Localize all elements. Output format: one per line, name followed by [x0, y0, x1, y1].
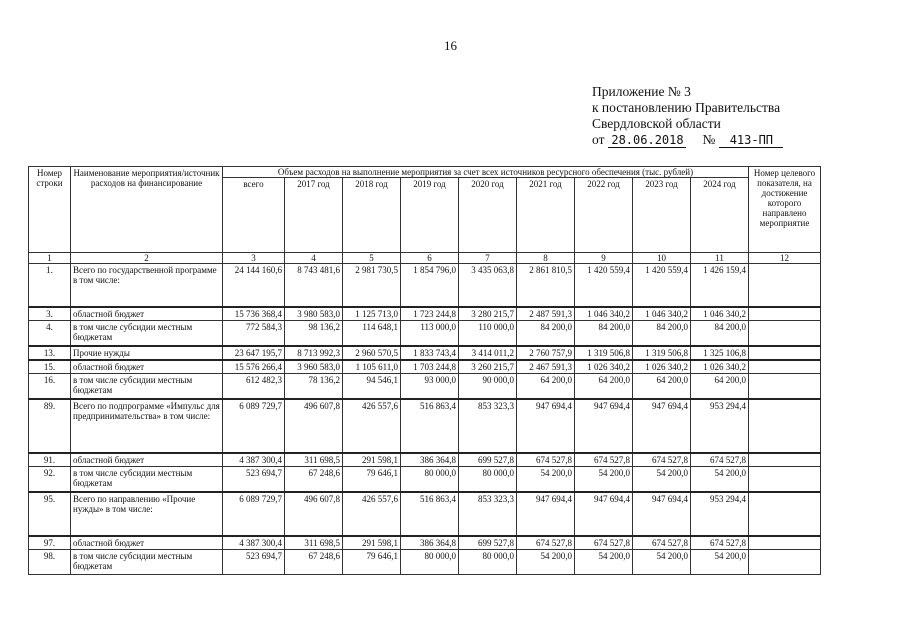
column-index-cell: 9 [575, 253, 633, 264]
value-cell: 1 105 611,0 [343, 360, 401, 374]
value-cell: 8 713 992,3 [285, 346, 343, 360]
value-cell: 54 200,0 [575, 467, 633, 493]
table-row [29, 321, 821, 347]
value-cell: 1 046 340,2 [575, 307, 633, 321]
target-cell [749, 374, 821, 400]
value-cell: 54 200,0 [517, 467, 575, 493]
value-cell: 113 000,0 [401, 321, 459, 347]
value-cell: 674 527,8 [517, 453, 575, 467]
row-name-cell: в том числе субсидии местным бюджетам [71, 550, 223, 575]
row-name-cell: в том числе субсидии местным бюджетам [71, 467, 223, 493]
row-name-cell: Прочие нужды [71, 346, 223, 360]
row-name-cell: областной бюджет [71, 307, 223, 321]
row-name-cell: областной бюджет [71, 360, 223, 374]
value-cell: 1 833 743,4 [401, 346, 459, 360]
value-cell: 1 026 340,2 [691, 360, 749, 374]
target-cell [749, 492, 821, 536]
value-cell: 291 598,1 [343, 536, 401, 550]
value-cell: 3 960 583,0 [285, 360, 343, 374]
value-cell: 15 576 266,4 [223, 360, 285, 374]
value-cell: 1 319 506,8 [575, 346, 633, 360]
value-cell: 1 046 340,2 [633, 307, 691, 321]
value-cell: 3 260 215,7 [459, 360, 517, 374]
row-number-cell: 15. [29, 360, 71, 374]
row-number-cell: 95. [29, 492, 71, 536]
table-row [29, 550, 821, 575]
value-cell: 1 426 159,4 [691, 264, 749, 308]
value-cell: 110 000,0 [459, 321, 517, 347]
value-cell: 3 414 011,2 [459, 346, 517, 360]
value-cell: 386 364,8 [401, 453, 459, 467]
value-cell: 853 323,3 [459, 399, 517, 453]
value-cell: 612 482,3 [223, 374, 285, 400]
column-index-cell: 2 [71, 253, 223, 264]
header-target: Номер целевого показателя, на достижение которого направлено мероприятие [749, 167, 821, 253]
target-cell [749, 467, 821, 493]
header-year-6: 2022 год [575, 178, 633, 253]
value-cell: 64 200,0 [575, 374, 633, 400]
value-cell: 2 760 757,9 [517, 346, 575, 360]
row-number-cell: 89. [29, 399, 71, 453]
value-cell: 674 527,8 [633, 453, 691, 467]
row-name-cell: в том числе субсидии местным бюджетам [71, 321, 223, 347]
value-cell: 1 319 506,8 [633, 346, 691, 360]
header-year-2: 2018 год [343, 178, 401, 253]
row-name-cell: областной бюджет [71, 536, 223, 550]
value-cell: 386 364,8 [401, 536, 459, 550]
row-name-cell: областной бюджет [71, 453, 223, 467]
table-row [29, 492, 821, 536]
value-cell: 80 000,0 [459, 550, 517, 575]
value-cell: 2 861 810,5 [517, 264, 575, 308]
target-cell [749, 307, 821, 321]
column-index-cell: 6 [401, 253, 459, 264]
value-cell: 699 527,8 [459, 453, 517, 467]
value-cell: 2 960 570,5 [343, 346, 401, 360]
value-cell: 54 200,0 [691, 467, 749, 493]
value-cell: 24 144 160,6 [223, 264, 285, 308]
value-cell: 2 981 730,5 [343, 264, 401, 308]
value-cell: 311 698,5 [285, 536, 343, 550]
value-cell: 853 323,3 [459, 492, 517, 536]
value-cell: 98 136,2 [285, 321, 343, 347]
appendix-title: Приложение № 3 [592, 84, 691, 99]
value-cell: 8 743 481,6 [285, 264, 343, 308]
date-prefix: от [592, 132, 605, 147]
value-cell: 516 863,4 [401, 399, 459, 453]
row-name-cell: в том числе субсидии местным бюджетам [71, 374, 223, 400]
value-cell: 67 248,6 [285, 467, 343, 493]
value-cell: 84 200,0 [575, 321, 633, 347]
column-index-cell: 10 [633, 253, 691, 264]
value-cell: 1 420 559,4 [633, 264, 691, 308]
value-cell: 15 736 368,4 [223, 307, 285, 321]
value-cell: 523 694,7 [223, 550, 285, 575]
value-cell: 84 200,0 [691, 321, 749, 347]
appendix-block [592, 84, 783, 148]
row-number-cell: 98. [29, 550, 71, 575]
resolution-number: 413-ПП [719, 133, 783, 148]
table-row [29, 346, 821, 360]
value-cell: 78 136,2 [285, 374, 343, 400]
value-cell: 1 026 340,2 [575, 360, 633, 374]
header-year-3: 2019 год [401, 178, 459, 253]
value-cell: 1 046 340,2 [691, 307, 749, 321]
column-index-row [29, 253, 821, 264]
row-number-cell: 92. [29, 467, 71, 493]
target-cell [749, 321, 821, 347]
value-cell: 1 125 713,0 [343, 307, 401, 321]
value-cell: 84 200,0 [633, 321, 691, 347]
value-cell: 674 527,8 [691, 536, 749, 550]
table-row [29, 536, 821, 550]
value-cell: 516 863,4 [401, 492, 459, 536]
header-name: Наименование мероприятия/источник расходов на финансирование [71, 167, 223, 253]
value-cell: 1 420 559,4 [575, 264, 633, 308]
table-row [29, 374, 821, 400]
header-year-1: 2017 год [285, 178, 343, 253]
target-cell [749, 550, 821, 575]
value-cell: 523 694,7 [223, 467, 285, 493]
row-name-cell: Всего по подпрограмме «Импульс для предпринимательства» в том числе: [71, 399, 223, 453]
value-cell: 953 294,4 [691, 492, 749, 536]
value-cell: 6 089 729,7 [223, 492, 285, 536]
column-index-cell: 8 [517, 253, 575, 264]
value-cell: 2 467 591,3 [517, 360, 575, 374]
value-cell: 67 248,6 [285, 550, 343, 575]
value-cell: 947 694,4 [517, 399, 575, 453]
column-index-cell: 4 [285, 253, 343, 264]
appendix-resolution-line: к постановлению Правительства [592, 100, 781, 115]
expenses-table [28, 166, 821, 575]
row-name-cell: Всего по государственной программе в том числе: [71, 264, 223, 308]
table-row [29, 453, 821, 467]
value-cell: 947 694,4 [633, 492, 691, 536]
value-cell: 311 698,5 [285, 453, 343, 467]
value-cell: 674 527,8 [517, 536, 575, 550]
value-cell: 54 200,0 [575, 550, 633, 575]
row-number-cell: 3. [29, 307, 71, 321]
value-cell: 291 598,1 [343, 453, 401, 467]
value-cell: 674 527,8 [691, 453, 749, 467]
value-cell: 772 584,3 [223, 321, 285, 347]
target-cell [749, 264, 821, 308]
target-cell [749, 360, 821, 374]
resolution-date: 28.06.2018 [608, 133, 686, 148]
value-cell: 674 527,8 [575, 453, 633, 467]
value-cell: 1 703 244,8 [401, 360, 459, 374]
column-index-cell: 7 [459, 253, 517, 264]
value-cell: 64 200,0 [517, 374, 575, 400]
value-cell: 1 723 244,8 [401, 307, 459, 321]
row-name-cell: Всего по направлению «Прочие нужды» в том числе: [71, 492, 223, 536]
value-cell: 64 200,0 [691, 374, 749, 400]
column-index-cell: 11 [691, 253, 749, 264]
header-year-0: всего [223, 178, 285, 253]
value-cell: 947 694,4 [633, 399, 691, 453]
row-number-cell: 16. [29, 374, 71, 400]
page-number: 16 [444, 38, 457, 53]
header-row-number: Номер строки [29, 167, 71, 253]
column-index-cell: 5 [343, 253, 401, 264]
value-cell: 496 607,8 [285, 399, 343, 453]
value-cell: 4 387 300,4 [223, 453, 285, 467]
value-cell: 426 557,6 [343, 492, 401, 536]
value-cell: 674 527,8 [633, 536, 691, 550]
table-row [29, 399, 821, 453]
header-expenses-group: Объем расходов на выполнение мероприятия за счет всех источников ресурсного обеспечения (тыс. рублей) [223, 167, 749, 178]
value-cell: 2 487 591,3 [517, 307, 575, 321]
value-cell: 80 000,0 [401, 550, 459, 575]
value-cell: 947 694,4 [517, 492, 575, 536]
row-number-cell: 91. [29, 453, 71, 467]
target-cell [749, 346, 821, 360]
value-cell: 699 527,8 [459, 536, 517, 550]
header-year-4: 2020 год [459, 178, 517, 253]
table-row [29, 467, 821, 493]
value-cell: 79 646,1 [343, 467, 401, 493]
value-cell: 496 607,8 [285, 492, 343, 536]
target-cell [749, 536, 821, 550]
value-cell: 54 200,0 [517, 550, 575, 575]
row-number-cell: 13. [29, 346, 71, 360]
table-row [29, 360, 821, 374]
value-cell: 947 694,4 [575, 399, 633, 453]
value-cell: 84 200,0 [517, 321, 575, 347]
header-row-1 [29, 167, 821, 178]
value-cell: 3 980 583,0 [285, 307, 343, 321]
value-cell: 54 200,0 [691, 550, 749, 575]
value-cell: 80 000,0 [459, 467, 517, 493]
value-cell: 1 325 106,8 [691, 346, 749, 360]
value-cell: 23 647 195,7 [223, 346, 285, 360]
column-index-cell: 3 [223, 253, 285, 264]
header-year-5: 2021 год [517, 178, 575, 253]
value-cell: 674 527,8 [575, 536, 633, 550]
appendix-region-line: Свердловской области [592, 116, 721, 131]
value-cell: 64 200,0 [633, 374, 691, 400]
value-cell: 79 646,1 [343, 550, 401, 575]
row-number-cell: 1. [29, 264, 71, 308]
value-cell: 54 200,0 [633, 467, 691, 493]
table-row [29, 307, 821, 321]
row-number-cell: 97. [29, 536, 71, 550]
column-index-cell: 1 [29, 253, 71, 264]
column-index-cell: 12 [749, 253, 821, 264]
target-cell [749, 399, 821, 453]
number-label: № [702, 132, 716, 147]
value-cell: 1 026 340,2 [633, 360, 691, 374]
value-cell: 953 294,4 [691, 399, 749, 453]
value-cell: 80 000,0 [401, 467, 459, 493]
header-year-8: 2024 год [691, 178, 749, 253]
row-number-cell: 4. [29, 321, 71, 347]
appendix-date-line [592, 132, 783, 148]
target-cell [749, 453, 821, 467]
value-cell: 3 435 063,8 [459, 264, 517, 308]
value-cell: 6 089 729,7 [223, 399, 285, 453]
value-cell: 4 387 300,4 [223, 536, 285, 550]
table-row [29, 264, 821, 308]
value-cell: 93 000,0 [401, 374, 459, 400]
value-cell: 426 557,6 [343, 399, 401, 453]
header-year-7: 2023 год [633, 178, 691, 253]
value-cell: 94 546,1 [343, 374, 401, 400]
value-cell: 1 854 796,0 [401, 264, 459, 308]
value-cell: 947 694,4 [575, 492, 633, 536]
value-cell: 54 200,0 [633, 550, 691, 575]
value-cell: 114 648,1 [343, 321, 401, 347]
value-cell: 3 280 215,7 [459, 307, 517, 321]
value-cell: 90 000,0 [459, 374, 517, 400]
